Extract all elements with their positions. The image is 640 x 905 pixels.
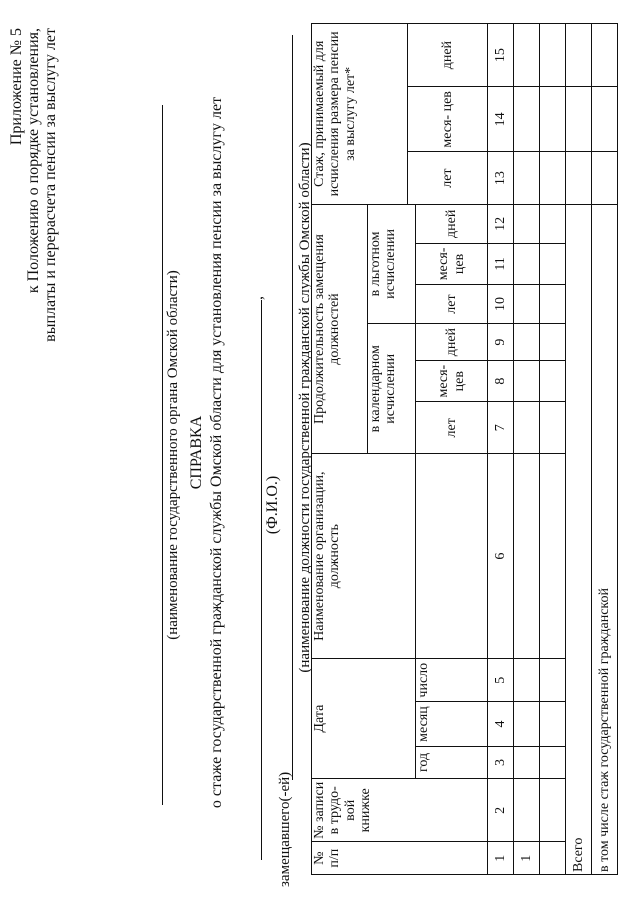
header-pref-months: меся- цев	[416, 243, 488, 284]
table-cell	[514, 702, 540, 746]
table-cell	[514, 779, 540, 842]
org-line	[162, 105, 163, 805]
table-cell	[514, 658, 540, 702]
appendix-number: Приложение № 5	[8, 28, 25, 146]
table-cell	[514, 454, 540, 659]
table-row-empty	[540, 24, 566, 875]
incl-months	[592, 87, 618, 152]
table-cell	[540, 702, 566, 746]
service-table	[311, 23, 618, 875]
header-cal-years: лет	[416, 402, 488, 454]
table-cell	[514, 361, 540, 402]
col-number: 2	[488, 779, 514, 842]
total-months	[566, 87, 592, 152]
table-cell	[514, 402, 540, 454]
table-cell	[540, 746, 566, 779]
appendix-line-1: к Положению о порядке установления,	[25, 28, 42, 294]
total-years	[566, 152, 592, 204]
header-stazh-months: меся- цев	[408, 87, 488, 152]
header-date: Дата	[312, 658, 416, 778]
col-number: 7	[488, 402, 514, 454]
header-calendar: в календарном исчислении	[368, 324, 416, 454]
header-preferential: в льготном исчислении	[368, 204, 416, 323]
table-cell	[540, 243, 566, 284]
col-number: 3	[488, 746, 514, 779]
document-title: СПРАВКА	[188, 415, 205, 490]
appendix-header	[8, 28, 59, 528]
header-day: число	[416, 658, 488, 702]
header-cal-days: дней	[416, 324, 488, 361]
position-caption: (наименование должности государственной гражданской службы Омской области)	[297, 142, 313, 673]
table-cell	[514, 746, 540, 779]
table-cell	[514, 243, 540, 284]
appendix-line-2: выплаты и перерасчета пенсии за выслугу лет	[42, 28, 59, 342]
including-row	[592, 24, 618, 875]
header-org: Наименование организации, должность	[312, 454, 416, 659]
table-cell	[540, 152, 566, 204]
table-cell	[540, 454, 566, 659]
column-numbers-row	[488, 24, 514, 875]
table-cell	[514, 152, 540, 204]
table-cell	[514, 204, 540, 243]
header-month: месяц	[416, 702, 488, 746]
header-cal-months: меся- цев	[416, 361, 488, 402]
document-subtitle: о стаже государственной гражданской службы Омской области для установления пенсии за выслугу лет	[208, 96, 225, 809]
fio-caption: (Ф.И.О.)	[264, 475, 281, 535]
col-number: 10	[488, 284, 514, 323]
incl-years	[592, 152, 618, 204]
col-number: 1	[488, 842, 514, 875]
table-cell	[540, 842, 566, 875]
table-cell	[540, 779, 566, 842]
position-line	[292, 35, 293, 780]
table-cell	[540, 658, 566, 702]
table-cell	[540, 361, 566, 402]
header-num: № п/п	[312, 842, 488, 875]
table-cell	[540, 87, 566, 152]
header-pref-years: лет	[416, 284, 488, 323]
org-caption: (наименование государственного органа Омской области)	[165, 270, 181, 640]
position-prefix: замещавшего(-ей)	[277, 771, 293, 887]
col-number: 9	[488, 324, 514, 361]
header-org-sub	[416, 454, 488, 659]
header-pref-days: дней	[416, 204, 488, 243]
col-number: 6	[488, 454, 514, 659]
fio-comma: ,	[249, 296, 266, 300]
header-stazh: Стаж, принимаемый для исчисления размера пенсии за выслугу лет*	[312, 24, 408, 205]
table-cell	[540, 402, 566, 454]
table-cell	[514, 284, 540, 323]
total-days	[566, 24, 592, 87]
total-row	[566, 24, 592, 875]
col-number: 4	[488, 702, 514, 746]
table-cell	[514, 324, 540, 361]
header-stazh-days: дней	[408, 24, 488, 87]
col-number: 8	[488, 361, 514, 402]
col-number: 15	[488, 24, 514, 87]
fio-line	[261, 300, 262, 860]
header-record: № записи в трудо- вой книжке	[312, 779, 488, 842]
table-cell	[540, 24, 566, 87]
header-duration: Продолжительность замещения должностей	[312, 204, 368, 454]
header-stazh-years: лет	[408, 152, 488, 204]
table-cell	[514, 24, 540, 87]
total-label: Всего	[566, 204, 592, 874]
table-row	[514, 24, 540, 875]
col-number: 11	[488, 243, 514, 284]
table-cell	[540, 204, 566, 243]
col-number: 5	[488, 658, 514, 702]
table-cell	[540, 324, 566, 361]
row-index: 1	[514, 842, 540, 875]
col-number: 13	[488, 152, 514, 204]
incl-days	[592, 24, 618, 87]
including-label: в том числе стаж государственной гражданской	[592, 204, 618, 874]
col-number: 14	[488, 87, 514, 152]
table-cell	[540, 284, 566, 323]
table-cell	[514, 87, 540, 152]
col-number: 12	[488, 204, 514, 243]
header-year: год	[416, 746, 488, 779]
